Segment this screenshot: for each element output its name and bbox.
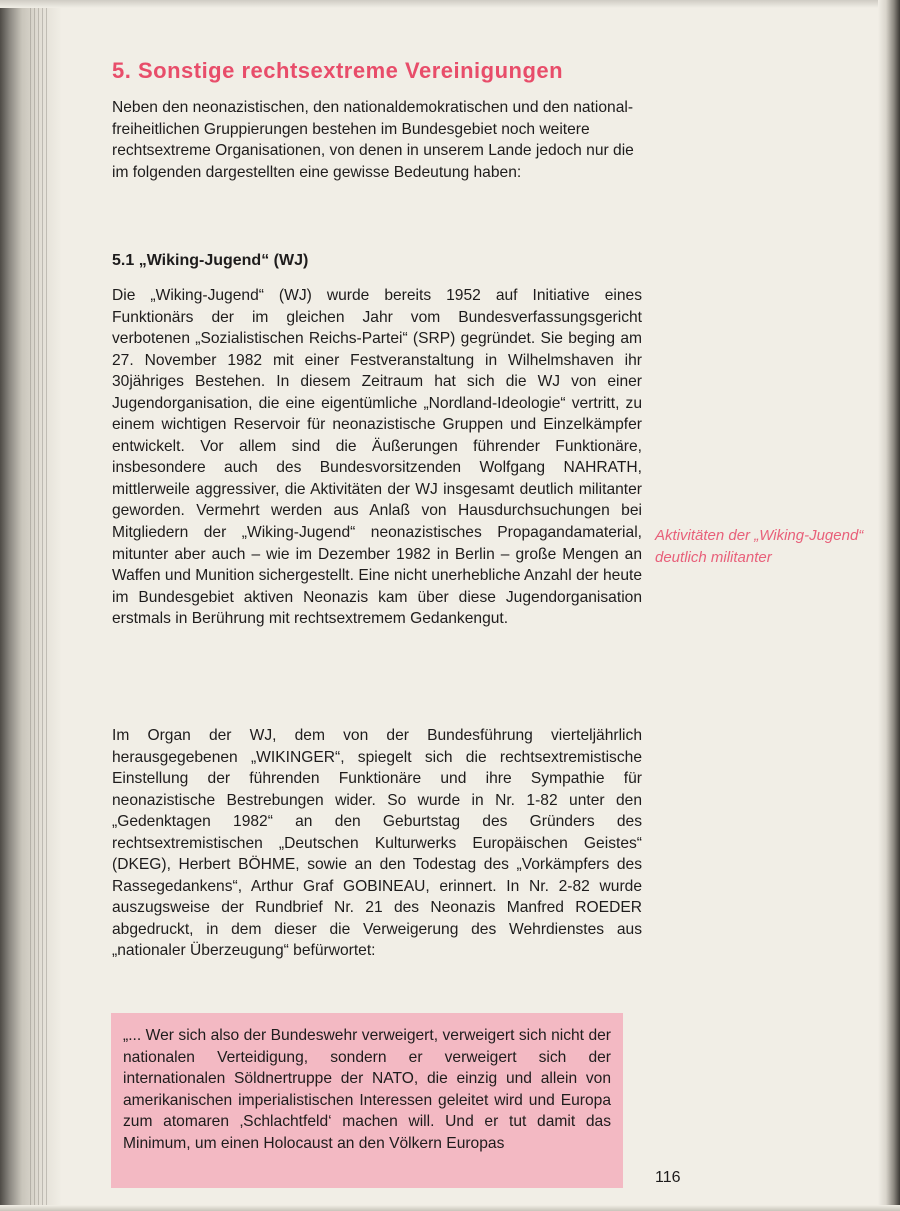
section-paragraph-1: Die „Wiking-Jugend“ (WJ) wurde bereits 1952 auf Initiative eines Funktionärs der im gleichen Jahr vom Bundesverfassungsgericht verbotenen „Sozialistischen Reichs-Partei“ (SRP) gegründet. Sie beging am 27. November 1982 mit einer Festveranstaltung in Wilhelmshaven ihr 30jähriges Bestehen. In diesem Zeitraum hat sich die WJ von einer Jugendorganisation, die eine eigentümliche „Nordland-Ideologie“ vertritt, zu einem wichtigen Reservoir für neonazistische Gruppen und Einzelkämpfer entwickelt. Vor allem sind die Äußerungen führender Funktionäre, insbesondere auch des Bundesvorsitzenden Wolfgang NAHRATH, mittlerweile aggressiver, die Aktivitäten der WJ insgesamt deutlich militanter geworden. Vermehrt werden aus Anlaß von Hausdurchsuchungen bei Mitgliedern der „Wiking-Jugend“ neonazistisches Propagandamaterial, mitunter aber auch – wie im Dezember 1982 in Berlin – große Mengen an Waffen und Munition sichergestellt. Eine nicht unerhebliche Anzahl der heute im Bundesgebiet aktiven Neonazis kam über diese Jugendorganisation erstmals in Berührung mit rechtsextremem Gedankengut. bbox=[112, 287, 642, 628]
bottom-page-edge bbox=[0, 1205, 900, 1211]
chapter-heading: 5. Sonstige rechtsextreme Vereinigungen bbox=[112, 58, 564, 83]
quote-box bbox=[111, 1013, 623, 1188]
section-paragraph-2: Im Organ der WJ, dem von der Bundesführung vierteljährlich herausgegebenen „WIKINGER“, spiegelt sich die rechtsextremistische Einstellung der führenden Funktionäre und ihre Sympathie für neonazistische Bestrebungen wider. So wurde in Nr. 1-82 unter den „Gedenktagen 1982“ an den Geburtstag des Gründers des rechtsextremistischen „Deutschen Kulturwerks Europäischen Geistes“ (DKEG), Herbert BÖHME, sowie an den Todestag des „Vorkämpfers des Rassegedankens“, Arthur Graf GOBINEAU, erinnert. In Nr. 2-82 wurde auszugsweise der Rundbrief Nr. 21 des Neonazis Manfred ROEDER abgedruckt, in dem dieser die Verweigerung des Wehrdienstes aus „nationaler Überzeugung“ befürwortet: bbox=[112, 727, 642, 960]
intro-paragraph: Neben den neonazistischen, den nationaldemokratischen und den national-freiheitlichen Gruppierungen bestehen im Bundesgebiet noch weitere rechtsextreme Organisationen, von denen in unserem Lande jedoch nur die im folgenden dargestellten eine gewisse Bedeutung haben: bbox=[112, 99, 634, 181]
page-stack-lines bbox=[30, 0, 48, 1211]
top-page-edge bbox=[0, 0, 900, 8]
margin-note: Aktivitäten der „Wiking-Jugend“ deutlich militanter bbox=[655, 527, 864, 566]
section-heading: 5.1 „Wiking-Jugend“ (WJ) bbox=[112, 252, 309, 269]
quote-text: „... Wer sich also der Bundeswehr verweigert, verweigert sich nicht der nationalen Verteidigung, sondern er verweigert sich der internationalen Söldnertruppe der NATO, die einzig und allein von amerikanischen imperialistischen Interessen geleitet wird und Europa zum atomaren ‚Schlachtfeld‘ machen will. Und er tut damit das Minimum, um einen Holocaust an den Völkern Europas bbox=[123, 1027, 611, 1152]
page-number: 116 bbox=[655, 1169, 681, 1186]
right-page-edge bbox=[878, 0, 900, 1211]
